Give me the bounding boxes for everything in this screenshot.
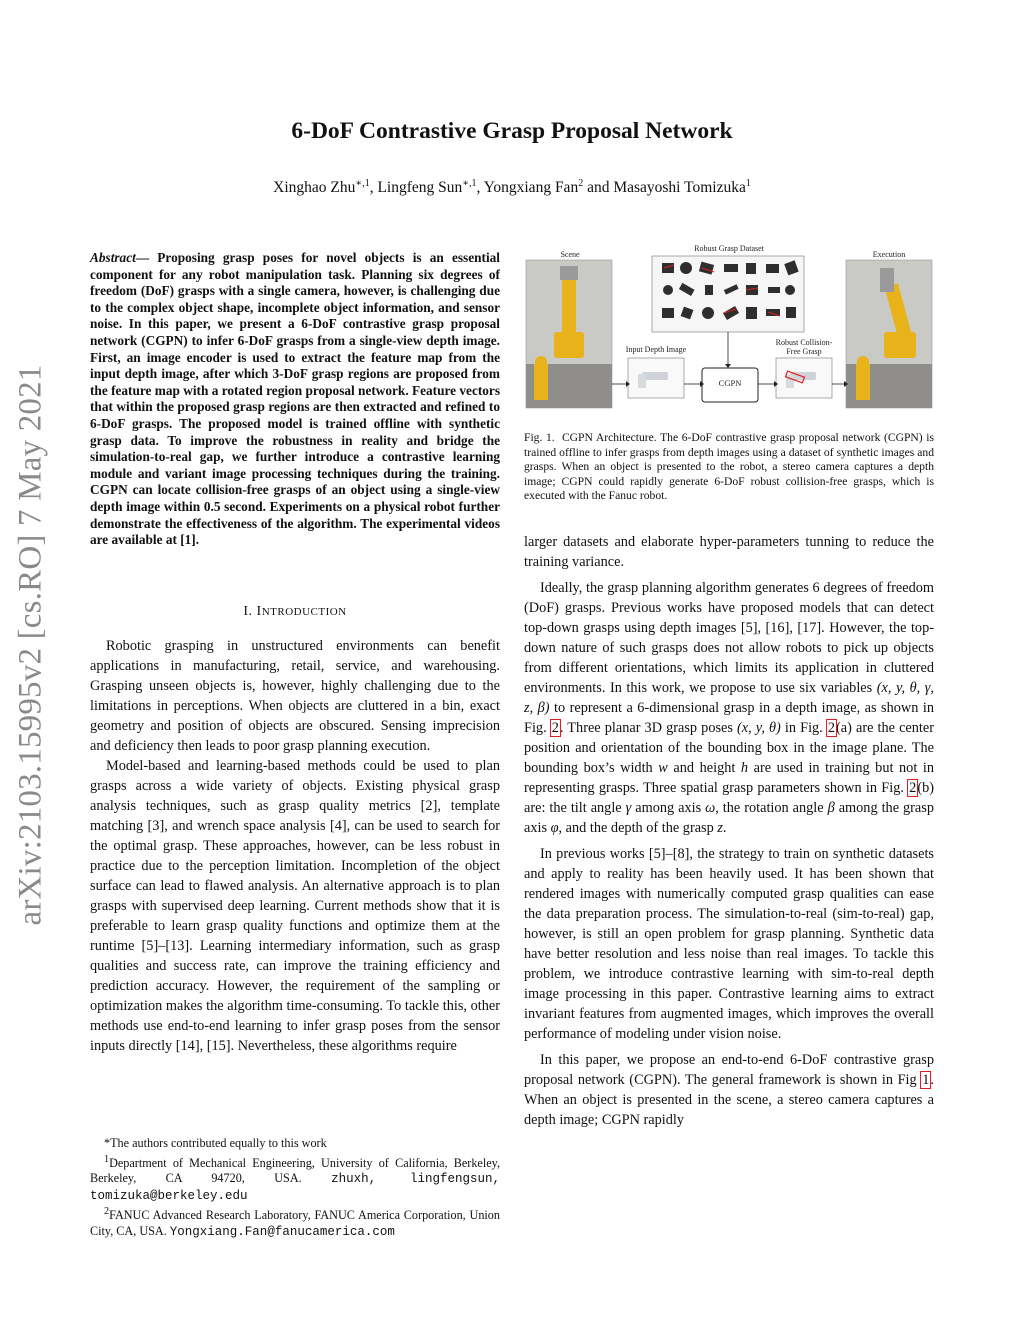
author-name: Masayoshi Tomizuka	[613, 179, 746, 197]
text-run: are used in training but not in representing grasps. Three spatial grasp parameters shown in Fig.	[524, 760, 934, 796]
right-paragraph-3	[524, 1050, 934, 1130]
math-phi: φ	[550, 820, 559, 836]
right-paragraph-continued: larger datasets and elaborate hyper-parameters tunning to reduce the training variance.	[524, 534, 934, 570]
math-gamma: γ	[625, 800, 632, 816]
footnote-marker: 1	[104, 1153, 110, 1165]
text-run: . Three planar 3D grasp poses	[559, 720, 738, 736]
abstract-text: — Proposing grasp poses for novel objects is an essential component for any robot manipulation task. Planning six degrees of freedom (DoF) grasps with a single camera, however, is challenging due to the complex object shape, incomplete object information, and sensor noise. In this paper, we present a 6-DoF contrastive grasp proposal network (CGPN) to infer 6-DoF grasps from a single-view depth image. First, an image encoder is used to extract the feature map from the input depth image, after which 3-DoF grasp regions are proposed from the feature map with a rotated region proposal network. Feature vectors that within the proposed grasp regions are then extracted and refined to 6-DoF grasps. The proposed model is trained offline with synthetic grasp data. To improve the robustness in reality and bridge the simulation-to-real gap, we further introduce a contrastive learning module and variant image processing techniques during the training. CGPN can locate collision-free grasps of an object using a single-view depth image within 0.5 second. Experiments on a physical robot further demonstrate the effectiveness of the algorithm. The experimental videos are available at [1].	[90, 250, 500, 548]
author-affiliation: 1	[745, 178, 751, 189]
section-title-first: I	[256, 604, 262, 619]
right-paragraph-1	[524, 578, 934, 838]
section-title-rest: NTRODUCTION	[261, 606, 347, 618]
figure-label-execution: Execution	[872, 250, 906, 259]
caption-label: Fig. 1.	[524, 431, 555, 444]
figure-label-collision-free	[764, 338, 844, 356]
text-run: to represent a 6-dimensional grasp in a depth image, as shown in Fig.	[524, 700, 934, 736]
author-affiliation: 2	[578, 178, 584, 189]
math-omega: ω	[705, 800, 716, 816]
footnote-marker: 2	[104, 1206, 110, 1218]
math-z: z	[717, 820, 723, 836]
author-name: Lingfeng Sun	[377, 179, 463, 197]
intro-paragraph-1: Robotic grasping in unstructured environments can benefit applications in manufacturing, retail, service, and warehousing. Grasping unseen objects is, however, highly challenging due to the limitations in perceptions. When objects are cluttered in a bin, exact geometry and position of objects are obscured. Sensing imprecision and deficiency then leads to poor grasp planning execution.	[90, 638, 500, 754]
abstract	[90, 250, 500, 549]
math-six-variables: (x, y, θ, γ, z, β)	[524, 680, 934, 716]
section-heading-introduction	[90, 604, 500, 620]
figure-label-collision-free-line1: Robust Collision-	[775, 338, 833, 347]
text-run: .	[722, 820, 727, 836]
author-separator: ,	[369, 179, 378, 197]
text-run: among axis	[631, 800, 706, 816]
author-affiliation: ∗,1	[462, 178, 477, 189]
dataset-grid	[652, 256, 804, 332]
figure-ref-link[interactable]: 2	[909, 780, 917, 796]
text-run: and height	[667, 760, 741, 776]
author-name: Xinghao Zhu	[273, 179, 356, 197]
footnote-text: Department of Mechanical Engineering, University of California, Berkeley, Berkeley, CA 94720, USA.	[90, 1155, 500, 1186]
math-three-variables: (x, y, θ)	[737, 720, 781, 736]
collision-free-grasp-image	[776, 358, 832, 398]
right-paragraph-2: In previous works [5]–[8], the strategy to train on synthetic datasets and apply to reality has been heavily used. It has been shown that rendered images with numerically computed grasp qualities can ease the data preparation process. The simulation-to-real (sim-to-real) gap, however, is still an open problem for grasp planning. Synthetic data have better resolution and less noise than real images. To tackle this problem, we introduce contrastive learning with sim-to-real depth image processing in this paper. Contrastive learning aims to extract invariant features from augmented images, which improves the overall performance of modeling under vision noise.	[524, 846, 934, 1042]
execution-photo	[846, 260, 932, 408]
text-run: , the rotation angle	[715, 800, 828, 816]
figure-ref-link[interactable]: 1	[922, 1072, 930, 1088]
text-run: In this paper, we propose an end-to-end 6-DoF contrastive grasp proposal network (CGPN). The general framework is shown in Fig	[524, 1052, 934, 1088]
intro-paragraph-2: Model-based and learning-based methods could be used to plan grasps across a wide variety of objects. Existing physical grasp analysis techniques, such as grasp quality metrics [2], template matching [3], and wrench space analysis [4], can be used to search for the optimal grasp. These approaches, however, can be less robust in practice due to the perception limitation. Incompletion of the object surface can lead to flawed analysis. An alternative approach is to plan grasps with supervised deep learning. Current methods show that it is preferable to learn grasp quality functions and optimize them at the runtime [5]–[13]. Learning intermediary information, such as grasp qualities and success rate, can improve the training efficiency and prediction accuracy. However, the requirement of the sampling or optimization makes the algorithm time-consuming. To tackle this, other methods use end-to-end learning to infer grasp poses from the sensor inputs directly [14], [15]. Nevertheless, these algorithms require	[90, 758, 500, 1054]
math-h: h	[740, 760, 749, 776]
figure-label-input-depth: Input Depth Image	[625, 345, 687, 354]
author-list	[0, 178, 1024, 197]
text-run: (a) are the center position and orientation of the bounding box in the image plane. The bounding box’s width	[524, 720, 934, 776]
footnote-email[interactable]: Yongxiang.Fan@fanucamerica.com	[169, 1224, 395, 1239]
input-depth-image	[628, 358, 684, 398]
section-number: I.	[243, 604, 253, 619]
figure-1-diagram	[524, 244, 934, 414]
text-run: . When an object is presented in the scene, a stereo camera captures a depth image; CGPN rapidly	[524, 1072, 934, 1128]
figure-label-dataset: Robust Grasp Dataset	[694, 244, 764, 253]
figure-1	[524, 244, 934, 414]
text-run: Ideally, the grasp planning algorithm generates 6 degrees of freedom (DoF) grasps. Previous works have proposed models that can detect top-down grasps using depth images [5], [16], [17]. However, the top-down nature of such grasps does not allow robots to pick up objects from different orientations, which limits its application in cluttered environments. In this work, we propose to use six variables	[524, 580, 934, 696]
figure-ref-link[interactable]: 2	[827, 720, 836, 736]
author-separator: and	[583, 179, 614, 197]
text-run: in Fig.	[780, 720, 827, 736]
figure-label-cgpn: CGPN	[718, 378, 742, 388]
figure-ref-link[interactable]: 2	[551, 720, 559, 736]
author-affiliation: ∗,1	[355, 178, 370, 189]
footnote-text: FANUC Advanced Research Laboratory, FANUC America Corporation, Union City, CA, USA.	[90, 1208, 500, 1238]
text-run: among the grasp axis	[524, 800, 934, 836]
caption-text: CGPN Architecture. The 6-DoF contrastive grasp proposal network (CGPN) is trained offline to infer grasps from depth images using a dataset of synthetic images and grasps. When an object is presented to the robot, a stereo camera captures a depth image; CGPN could rapidly generate 6-DoF robust collision-free grasps, which is executed with the Fanuc robot.	[524, 431, 935, 502]
paper-title: 6-DoF Contrastive Grasp Proposal Network	[291, 118, 733, 144]
text-run: (b) are: the tilt angle	[524, 780, 934, 816]
footnote-affiliation-2	[90, 1204, 500, 1240]
figure-label-collision-free-line2: Free Grasp	[786, 347, 822, 356]
author-name: Yongxiang Fan	[483, 179, 579, 197]
footnote-equal-contribution: *The authors contributed equally to this work	[104, 1136, 327, 1150]
author-separator: ,	[476, 179, 484, 197]
figure-1-caption	[524, 431, 934, 504]
math-w: w	[658, 760, 668, 776]
right-column-body	[524, 532, 934, 1130]
abstract-label: Abstract	[90, 250, 136, 265]
arxiv-stamp	[8, 330, 54, 960]
math-beta: β	[827, 800, 835, 816]
footnote-email[interactable]: zhuxh, lingfengsun, tomizuka@berkeley.edu	[90, 1172, 500, 1203]
figure-label-scene: Scene	[560, 250, 580, 259]
arxiv-id: arXiv:2103.15995v2 [cs.RO] 7 May 2021	[12, 364, 49, 926]
left-column-body	[90, 636, 500, 1056]
footnotes	[90, 1136, 500, 1240]
text-run: , and the depth of the grasp	[558, 820, 718, 836]
scene-photo	[526, 260, 612, 408]
footnote-affiliation-1	[90, 1152, 500, 1205]
